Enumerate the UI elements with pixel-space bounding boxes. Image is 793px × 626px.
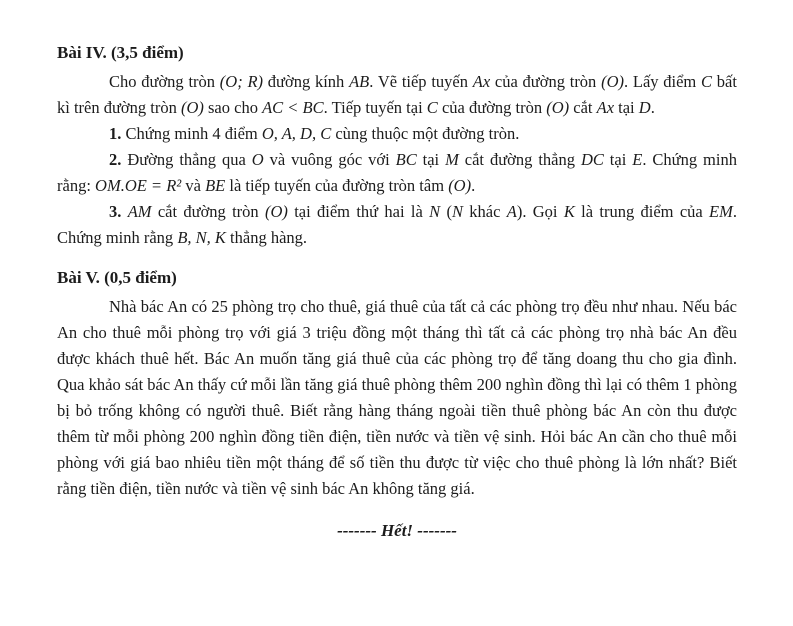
section-heading-bai-iv: Bài IV. (3,5 điểm) [57,43,184,62]
paragraph-bai-iv-item-2: 2. Đường thẳng qua O và vuông góc với BC tại M cắt đường thẳng DC tại E. Chứng minh rằng: OM.OE = R² và BE là tiếp tuyến của đường tròn tâm (O). [57,150,737,195]
paragraph-bai-iv-item-3: 3. AM cắt đường tròn (O) tại điểm thứ hai là N (N khác A). Gọi K là trung điểm của EM. Chứng minh rằng B, N, K thẳng hàng. [57,202,737,247]
paragraph-bai-iv-intro: Cho đường tròn (O; R) đường kính AB. Vẽ tiếp tuyến Ax của đường tròn (O). Lấy điểm C bất kì trên đường tròn (O) sao cho AC < BC. Tiếp tuyến tại C của đường tròn (O) cắt Ax tại D. [57,72,737,117]
paragraph-bai-v: Nhà bác An có 25 phòng trọ cho thuê, giá thuê của tất cả các phòng trọ đều như nhau. Nếu bác An cho thuê mỗi phòng trọ với giá 3 triệu đồng một tháng thì tất cả các phòng trọ nhà bác An đều được khách thuê hết. Bác An muốn tăng giá thuê của các phòng trọ để tăng doang thu cho gia đình. Qua khảo sát bác An thấy cứ mỗi lần tăng giá thuê phòng thêm 200 nghìn đồng thì lại có thêm 1 phòng bị bỏ trống không có người thuê. Biết rằng hàng tháng ngoài tiền thuê phòng bác An còn thu được thêm từ mỗi phòng 200 nghìn đồng tiền điện, tiền nước và tiền vệ sinh. Hỏi bác An cần cho thuê mỗi phòng với giá bao nhiêu tiền một tháng để số tiền thu được từ việc cho thuê phòng là lớn nhất? Biết rằng tiền điện, tiền nước và tiền vệ sinh bác An không tăng giá. [57,297,737,498]
paragraph-bai-iv-item-1: 1. Chứng minh 4 điểm O, A, D, C cùng thuộc một đường tròn. [109,124,520,143]
section-heading-bai-v: Bài V. (0,5 điểm) [57,268,177,287]
end-marker: ------- Hết! ------- [337,521,457,540]
